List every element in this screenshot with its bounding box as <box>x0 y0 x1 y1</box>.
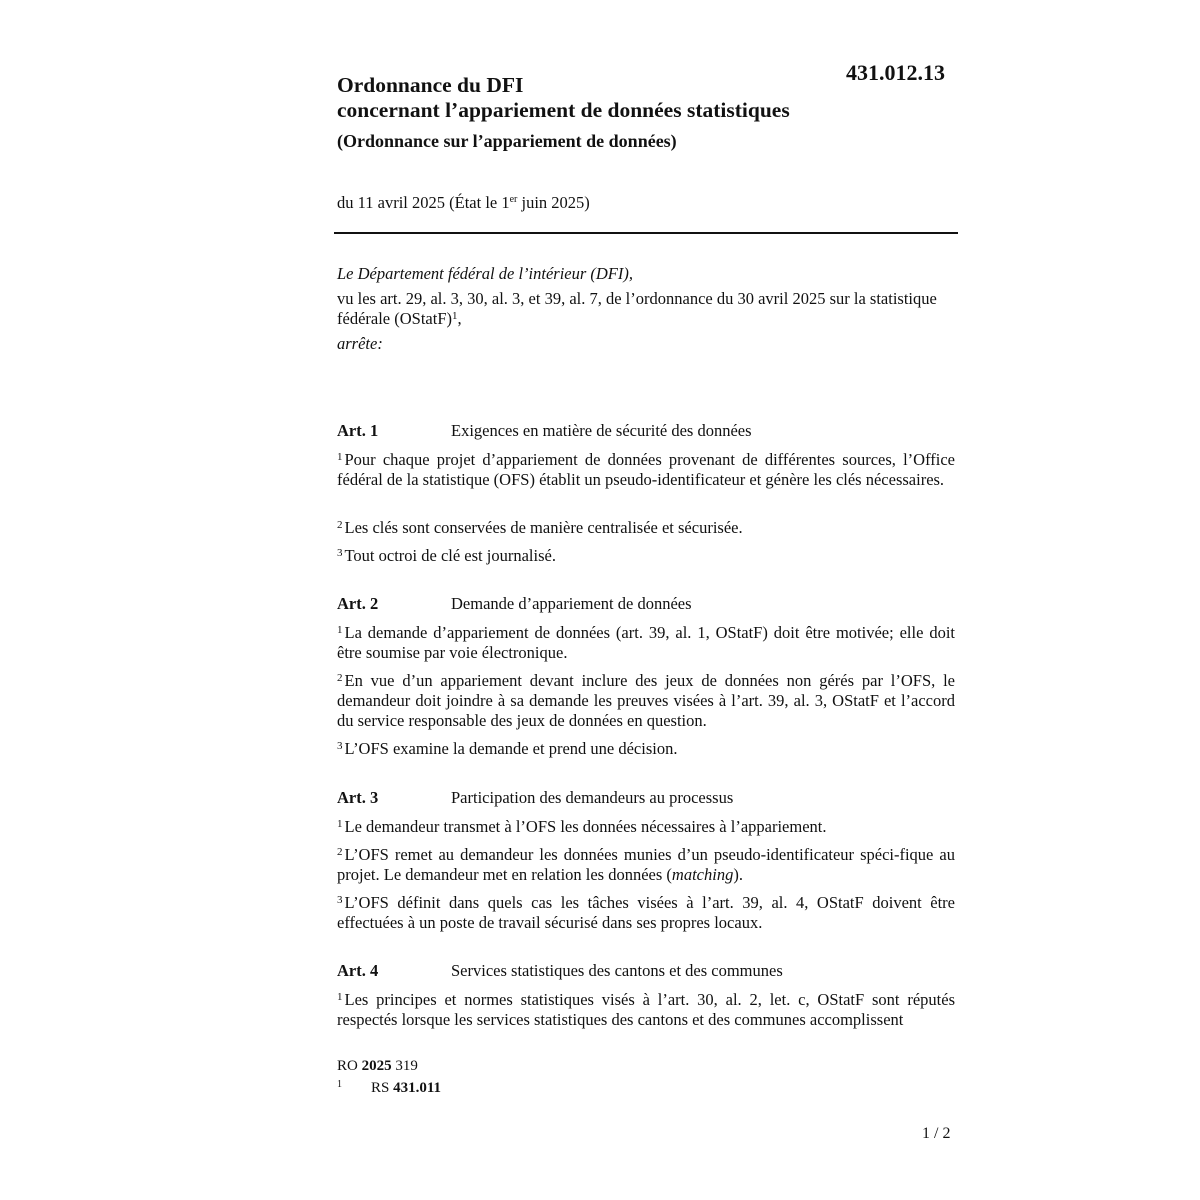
article-number: Art. 2 <box>337 594 379 613</box>
paragraph-text-italic: matching <box>671 865 734 884</box>
footnote-1: 1 RS 431.011 <box>337 1079 442 1096</box>
article-number: Art. 3 <box>337 788 379 807</box>
preamble-basis <box>337 289 955 329</box>
preamble-authority: Le Département fédéral de l’intérieur (DFI), <box>337 264 634 283</box>
paragraph-text: L’OFS examine la demande et prend une décision. <box>344 739 678 758</box>
article-4-paragraph-1 <box>337 990 955 1030</box>
article-2-paragraph-3 <box>337 739 955 759</box>
article-1-paragraph-3 <box>337 546 955 566</box>
ro-prefix: RO <box>337 1058 362 1074</box>
paragraph-text: Les clés sont conservées de manière centralisée et sécurisée. <box>344 518 743 537</box>
title-line-2: concernant l’appariement de données statistiques <box>337 98 790 122</box>
header-divider <box>334 232 958 234</box>
preamble-enact: arrête: <box>337 334 383 353</box>
article-3-heading <box>337 788 733 808</box>
paragraph-number: 1 <box>337 818 343 830</box>
paragraph-text-before: L’OFS remet au demandeur les données munies d’un pseudo-identificateur spéci-fique au projet. Le demandeur met en relation les données ( <box>337 845 955 884</box>
paragraph-text: La demande d’appariement de données (art. 39, al. 1, OStatF) doit être motivée; elle doit être soumise par voie électronique. <box>337 623 955 662</box>
article-2-heading <box>337 594 692 614</box>
title-line-1: Ordonnance du DFI <box>337 73 524 97</box>
short-title: (Ordonnance sur l’appariement de données) <box>337 131 677 151</box>
paragraph-text-after: ). <box>733 865 743 884</box>
preamble <box>337 264 955 359</box>
article-3-paragraph-3 <box>337 893 955 933</box>
article-2-paragraph-1 <box>337 623 955 663</box>
paragraph-number: 2 <box>337 846 343 858</box>
paragraph-text: En vue d’un appariement devant inclure des jeux de données non gérés par l’OFS, le demandeur doit joindre à sa demande les preuves visées à l’art. 39, al. 3, OStatF et l’accord du service responsable des jeux de données en question. <box>337 671 955 730</box>
preamble-basis-text: vu les art. 29, al. 3, 30, al. 3, et 39, al. 7, de l’ordonnance du 30 avril 2025 sur la statistique fédérale (OStatF) <box>337 289 937 328</box>
article-number: Art. 1 <box>337 421 379 440</box>
footnote-ref-1[interactable]: 1 <box>452 310 458 322</box>
article-number: Art. 4 <box>337 961 379 980</box>
article-1-heading <box>337 421 752 441</box>
article-4-heading <box>337 961 783 981</box>
paragraph-number: 2 <box>337 672 343 684</box>
paragraph-number: 1 <box>337 991 343 1003</box>
article-1-paragraph-2 <box>337 518 955 538</box>
paragraph-number: 3 <box>337 547 343 559</box>
article-3-paragraph-1 <box>337 817 955 837</box>
footnote-prefix: RS <box>371 1080 394 1096</box>
article-title: Participation des demandeurs au processus <box>451 788 734 807</box>
paragraph-text: Tout octroi de clé est journalisé. <box>344 546 556 565</box>
paragraph-number: 1 <box>337 624 343 636</box>
footnote-rs-link[interactable]: 431.011 <box>393 1080 442 1096</box>
ro-page: 319 <box>391 1058 418 1074</box>
paragraph-text: Les principes et normes statistiques visés à l’art. 30, al. 2, let. c, OStatF sont réputés respectés lorsque les services statistiques des cantons et des communes accomplissent <box>337 990 955 1029</box>
paragraph-text: Le demandeur transmet à l’OFS les données nécessaires à l’appariement. <box>344 817 827 836</box>
article-1-paragraph-1 <box>337 450 955 490</box>
article-title: Exigences en matière de sécurité des données <box>451 421 752 440</box>
preamble-basis-end: , <box>457 309 462 328</box>
article-title: Demande d’appariement de données <box>451 594 692 613</box>
article-2-paragraph-2 <box>337 671 955 731</box>
article-3-paragraph-2 <box>337 845 955 885</box>
date-superscript: er <box>509 194 518 205</box>
paragraph-text: L’OFS définit dans quels cas les tâches visées à l’art. 39, al. 4, OStatF doivent être effectuées à un poste de travail sécurisé dans ses propres locaux. <box>337 893 955 932</box>
paragraph-number: 3 <box>337 740 343 752</box>
page-number: 1 / 2 <box>922 1125 951 1142</box>
paragraph-number: 3 <box>337 894 343 906</box>
rs-number: 431.012.13 <box>846 60 945 85</box>
paragraph-number: 2 <box>337 519 343 531</box>
document-date <box>337 193 590 213</box>
official-compilation-ref <box>337 1058 418 1075</box>
ro-year: 2025 <box>361 1058 392 1074</box>
date-after: juin 2025) <box>517 193 590 212</box>
document-title <box>337 73 937 153</box>
article-title: Services statistiques des cantons et des communes <box>451 961 783 980</box>
date-before: du 11 avril 2025 (État le 1 <box>337 193 510 212</box>
paragraph-number: 1 <box>337 451 343 463</box>
paragraph-text: Pour chaque projet d’appariement de données provenant de différentes sources, l’Office fédéral de la statistique (OFS) établit un pseudo-identificateur et génère les clés nécessaires. <box>337 450 955 489</box>
